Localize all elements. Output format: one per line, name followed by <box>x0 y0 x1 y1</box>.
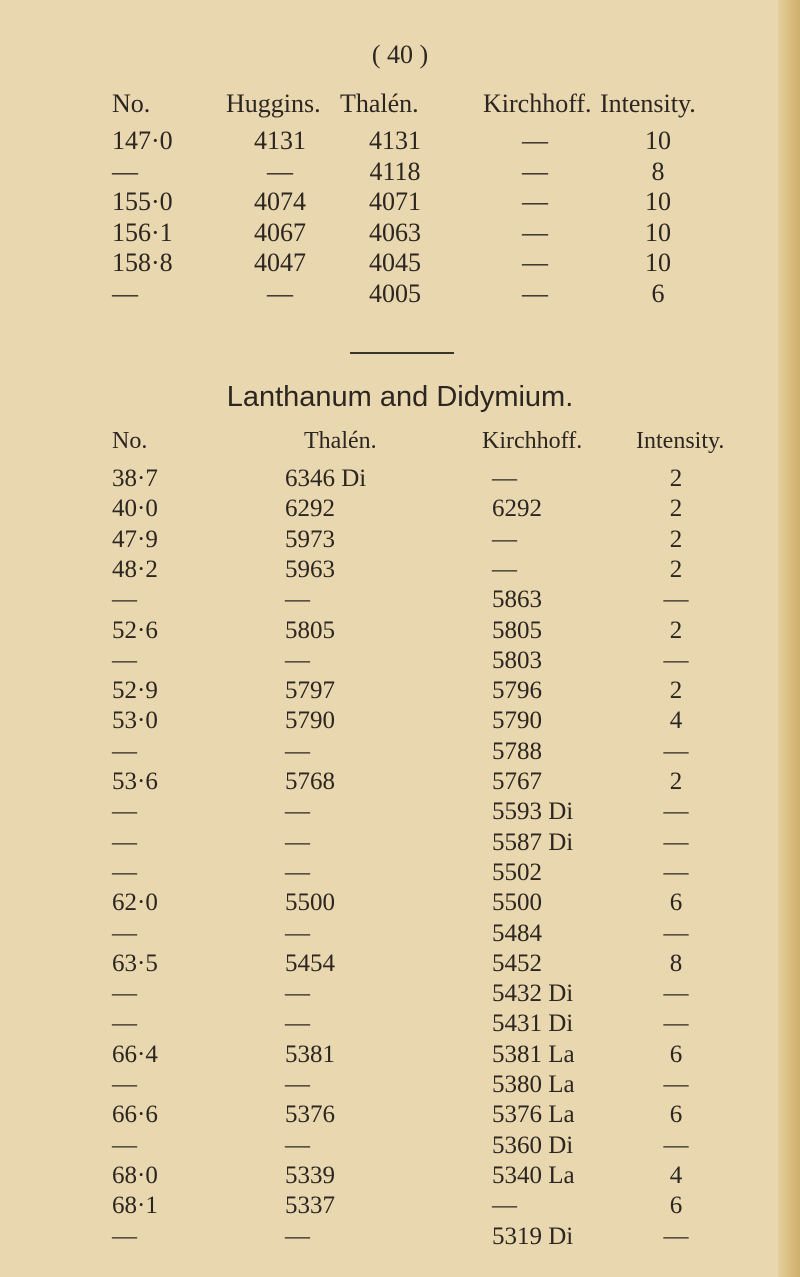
cell-no: 68·1 <box>112 1192 158 1220</box>
table1-header-kirchhoff: Kirchhoff. <box>483 89 592 118</box>
cell-intensity: — <box>663 1222 689 1250</box>
cell-intensity: 2 <box>669 465 683 492</box>
cell-no: — <box>112 919 137 947</box>
cell-thalen: 5963 <box>285 555 335 583</box>
cell-kirchhoff: — <box>492 465 517 492</box>
cell-kirchhoff: — <box>522 217 548 247</box>
section-title: Lanthanum and Didymium. <box>226 381 574 413</box>
table-row <box>0 465 800 499</box>
cell-thalen: 4005 <box>369 278 421 308</box>
cell-thalen: 5797 <box>285 677 335 705</box>
cell-thalen: — <box>285 828 310 856</box>
table-row <box>0 187 800 221</box>
cell-thalen: 5339 <box>285 1161 335 1189</box>
cell-no: 53·6 <box>112 768 158 795</box>
table-row <box>0 1223 800 1257</box>
cell-no: — <box>112 1071 137 1098</box>
table-row <box>0 1101 800 1135</box>
table-row <box>0 1162 800 1196</box>
cell-intensity: — <box>663 980 689 1008</box>
table-row <box>0 980 800 1014</box>
cell-intensity: 6 <box>669 1192 683 1220</box>
cell-no: 52·9 <box>112 677 158 705</box>
table-row <box>0 1010 800 1044</box>
cell-kirchhoff: — <box>492 555 517 583</box>
cell-intensity: 10 <box>645 217 671 247</box>
cell-kirchhoff: 5788 <box>492 737 542 765</box>
cell-no: — <box>112 646 137 674</box>
cell-intensity: — <box>663 1010 689 1038</box>
table1-header-thalen: Thalén. <box>340 89 419 118</box>
cell-kirchhoff: — <box>492 525 517 553</box>
cell-kirchhoff: 5360 Di <box>492 1131 574 1159</box>
table-row <box>0 859 800 893</box>
table-row <box>0 1132 800 1166</box>
cell-kirchhoff: 5863 <box>492 586 542 614</box>
cell-intensity: 6 <box>669 1101 683 1129</box>
cell-kirchhoff: 5380 La <box>492 1071 575 1098</box>
cell-intensity: 4 <box>669 1161 683 1189</box>
cell-thalen: 4063 <box>369 217 421 247</box>
table1-header-intensity: Intensity. <box>600 89 696 118</box>
cell-intensity: — <box>663 1131 689 1159</box>
cell-thalen: — <box>285 1010 310 1038</box>
cell-no: — <box>112 1222 137 1250</box>
cell-kirchhoff: — <box>522 156 548 186</box>
cell-kirchhoff: 5432 Di <box>492 980 574 1008</box>
cell-huggins: — <box>267 156 293 186</box>
cell-no: 66·4 <box>112 1040 158 1068</box>
cell-intensity: 2 <box>669 495 683 523</box>
cell-thalen: — <box>285 646 310 674</box>
page-number: ( 40 ) <box>371 40 429 69</box>
cell-thalen: 5500 <box>285 889 335 917</box>
cell-no: 62·0 <box>112 889 158 917</box>
cell-no: 53·0 <box>112 707 158 735</box>
cell-thalen: — <box>285 586 310 614</box>
cell-intensity: 6 <box>651 278 665 308</box>
cell-no: — <box>112 828 137 856</box>
cell-thalen: 5381 <box>285 1040 335 1068</box>
cell-thalen: — <box>285 1071 310 1098</box>
cell-no: — <box>112 798 137 826</box>
cell-huggins: 4074 <box>254 187 306 216</box>
table-row <box>0 798 800 832</box>
cell-no: 52·6 <box>112 616 158 644</box>
cell-kirchhoff: 5790 <box>492 707 542 735</box>
cell-kirchhoff: 5593 Di <box>492 798 574 826</box>
cell-kirchhoff: — <box>522 187 548 216</box>
table-row <box>0 889 800 923</box>
cell-kirchhoff: 5587 Di <box>492 828 574 856</box>
cell-kirchhoff: — <box>492 1192 517 1220</box>
cell-intensity: — <box>663 828 689 856</box>
table2-header-intensity: Intensity. <box>636 428 725 454</box>
cell-intensity: 10 <box>645 187 671 216</box>
table1-body <box>0 126 800 311</box>
cell-kirchhoff: — <box>522 278 548 308</box>
cell-intensity: 6 <box>669 1040 683 1068</box>
cell-kirchhoff: 5805 <box>492 616 542 644</box>
cell-thalen: — <box>285 798 310 826</box>
cell-intensity: — <box>663 737 689 765</box>
section-divider <box>350 352 454 354</box>
cell-no: 66·6 <box>112 1101 158 1129</box>
table-row <box>0 1071 800 1105</box>
cell-intensity: 2 <box>669 555 683 583</box>
table-row <box>0 556 800 590</box>
cell-no: 38·7 <box>112 465 158 492</box>
cell-intensity: 10 <box>645 248 671 277</box>
cell-kirchhoff: 5376 La <box>492 1101 575 1129</box>
cell-intensity: — <box>663 858 689 886</box>
cell-thalen: 4118 <box>369 156 421 186</box>
cell-no: 47·9 <box>112 525 158 553</box>
cell-thalen: 5768 <box>285 768 335 795</box>
cell-thalen: — <box>285 919 310 947</box>
cell-intensity: 8 <box>669 949 683 977</box>
table-row <box>0 829 800 863</box>
cell-no: — <box>112 156 138 186</box>
cell-kirchhoff: 5319 Di <box>492 1222 574 1250</box>
cell-no: — <box>112 1010 137 1038</box>
table2-body <box>0 465 800 1265</box>
cell-huggins: 4131 <box>254 126 306 155</box>
cell-no: 147·0 <box>112 126 173 155</box>
table-row <box>0 495 800 529</box>
cell-kirchhoff: 5803 <box>492 646 542 674</box>
cell-thalen: — <box>285 737 310 765</box>
cell-thalen: 5376 <box>285 1101 335 1129</box>
cell-thalen: 5973 <box>285 525 335 553</box>
cell-kirchhoff: 5796 <box>492 677 542 705</box>
cell-intensity: 2 <box>669 677 683 705</box>
cell-intensity: — <box>663 586 689 614</box>
table-row <box>0 586 800 620</box>
cell-intensity: 4 <box>669 707 683 735</box>
cell-kirchhoff: 5340 La <box>492 1161 575 1189</box>
table-row <box>0 218 800 252</box>
cell-thalen: 5790 <box>285 707 335 735</box>
table-row <box>0 950 800 984</box>
cell-kirchhoff: 5431 Di <box>492 1010 574 1038</box>
cell-huggins: 4067 <box>254 217 306 247</box>
table-row <box>0 1041 800 1075</box>
cell-kirchhoff: 6292 <box>492 495 542 523</box>
cell-intensity: 2 <box>669 768 683 795</box>
table-row <box>0 707 800 741</box>
cell-no: 48·2 <box>112 555 158 583</box>
table1-header-huggins: Huggins. <box>226 89 321 118</box>
table2-header-kirchhoff: Kirchhoff. <box>482 428 583 454</box>
cell-thalen: — <box>285 858 310 886</box>
table-row <box>0 526 800 560</box>
cell-thalen: — <box>285 980 310 1008</box>
table-row <box>0 677 800 711</box>
cell-no: 155·0 <box>112 187 173 216</box>
cell-thalen: 6346 Di <box>285 465 367 492</box>
cell-intensity: — <box>663 1071 689 1098</box>
cell-thalen: 5454 <box>285 949 335 977</box>
cell-kirchhoff: 5500 <box>492 889 542 917</box>
cell-no: 156·1 <box>112 217 173 247</box>
cell-no: — <box>112 586 137 614</box>
cell-kirchhoff: 5767 <box>492 768 542 795</box>
cell-thalen: — <box>285 1222 310 1250</box>
cell-intensity: — <box>663 798 689 826</box>
cell-thalen: 6292 <box>285 495 335 523</box>
cell-huggins: 4047 <box>254 248 306 277</box>
cell-thalen: — <box>285 1131 310 1159</box>
table1-header-no: No. <box>112 89 151 118</box>
cell-no: 40·0 <box>112 495 158 523</box>
cell-no: 63·5 <box>112 949 158 977</box>
cell-kirchhoff: — <box>522 126 548 155</box>
table-row <box>0 126 800 160</box>
cell-huggins: — <box>267 278 293 308</box>
table-row <box>0 768 800 802</box>
cell-no: 68·0 <box>112 1161 158 1189</box>
cell-kirchhoff: 5381 La <box>492 1040 575 1068</box>
cell-intensity: — <box>663 646 689 674</box>
table-row <box>0 617 800 651</box>
table-row <box>0 920 800 954</box>
cell-thalen: 4071 <box>369 187 421 216</box>
cell-intensity: — <box>663 919 689 947</box>
cell-kirchhoff: 5502 <box>492 858 542 886</box>
table-row <box>0 647 800 681</box>
cell-intensity: 8 <box>651 156 665 186</box>
cell-intensity: 6 <box>669 889 683 917</box>
cell-thalen: 5805 <box>285 616 335 644</box>
cell-no: — <box>112 980 137 1008</box>
cell-no: — <box>112 1131 137 1159</box>
table2-header-no: No. <box>112 428 148 454</box>
cell-intensity: 2 <box>669 525 683 553</box>
cell-kirchhoff: 5484 <box>492 919 542 947</box>
cell-kirchhoff: — <box>522 248 548 277</box>
table-row <box>0 738 800 772</box>
cell-thalen: 4045 <box>369 248 421 277</box>
table-row <box>0 279 800 313</box>
cell-thalen: 5337 <box>285 1192 335 1220</box>
cell-no: — <box>112 737 137 765</box>
table-row <box>0 248 800 282</box>
table-row <box>0 1192 800 1226</box>
table2-header-thalen: Thalén. <box>304 428 377 454</box>
cell-no: — <box>112 858 137 886</box>
table-row <box>0 157 800 191</box>
cell-intensity: 2 <box>669 616 683 644</box>
cell-thalen: 4131 <box>369 126 421 155</box>
cell-no: 158·8 <box>112 248 173 277</box>
cell-intensity: 10 <box>645 126 671 155</box>
cell-kirchhoff: 5452 <box>492 949 542 977</box>
cell-no: — <box>112 278 138 308</box>
